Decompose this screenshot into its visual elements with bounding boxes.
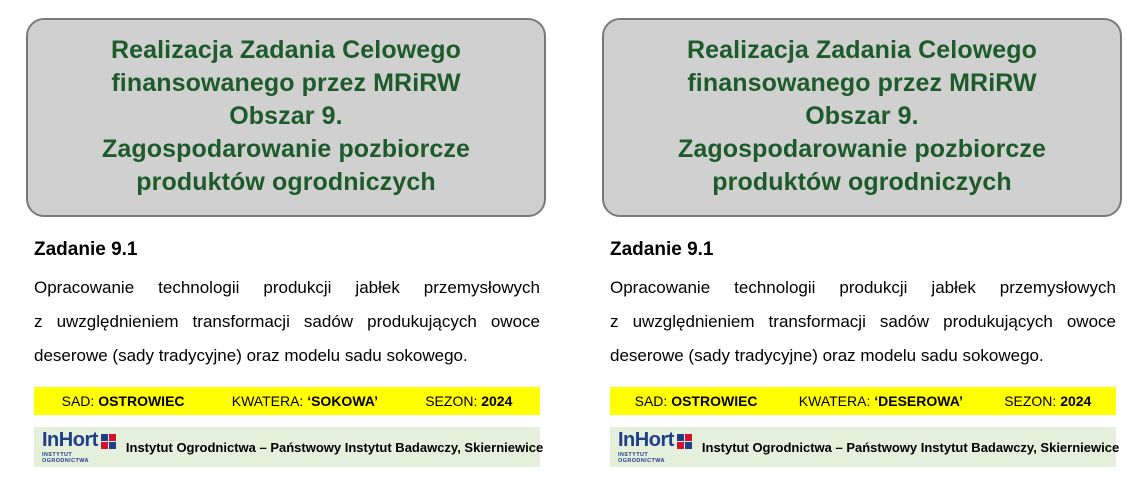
task-line: Opracowanie technologii produkcji jabłek przemysłowych bbox=[34, 278, 540, 297]
title-line: Realizacja Zadania Celowego bbox=[686, 36, 1038, 64]
logo-word-in: In bbox=[42, 429, 59, 451]
task-line: z uwzględnieniem transformacji sadów produkujących owoce bbox=[34, 312, 540, 331]
logo-word-in: In bbox=[618, 429, 635, 451]
title-line: Obszar 9. bbox=[229, 102, 343, 130]
logo-dots-icon bbox=[677, 434, 692, 449]
meta-item-sad bbox=[635, 393, 758, 409]
card-right bbox=[588, 0, 1136, 503]
logo-dot bbox=[685, 442, 692, 449]
logo-subtitle: INSTYTUT OGRODNICTWA bbox=[42, 452, 89, 464]
title-line: finansowanego przez MRiRW bbox=[111, 69, 461, 97]
footer-text-left: Instytut Ogrodnictwa – Państwowy Instytut Badawczy, Skierniewice bbox=[125, 439, 544, 455]
meta-item-sad bbox=[62, 393, 185, 409]
task-line: deserowe (sady tradycyjne) oraz modelu sadu sokowego. bbox=[34, 346, 468, 365]
task-heading-left: Zadanie 9.1 bbox=[34, 239, 138, 260]
meta-key: KWATERA: bbox=[798, 393, 871, 409]
meta-value: OSTROWIEC bbox=[671, 393, 758, 409]
meta-value: 2024 bbox=[481, 393, 513, 409]
title-line: Obszar 9. bbox=[805, 102, 919, 130]
logo-dot bbox=[101, 442, 108, 449]
task-body-left bbox=[34, 271, 540, 373]
footer-right bbox=[610, 427, 1120, 467]
title-line: Zagospodarowanie pozbiorcze bbox=[677, 135, 1047, 163]
meta-key: SEZON: bbox=[1004, 393, 1057, 409]
title-line: Zagospodarowanie pozbiorcze bbox=[101, 135, 471, 163]
meta-value: ‘DESEROWA’ bbox=[874, 393, 963, 409]
logo-row bbox=[42, 430, 116, 450]
meta-key: SEZON: bbox=[425, 393, 478, 409]
title-line: Realizacja Zadania Celowego bbox=[110, 36, 462, 64]
logo-row bbox=[618, 430, 692, 450]
task-line: deserowe (sady tradycyjne) oraz modelu sadu sokowego. bbox=[610, 346, 1044, 365]
logo-dot bbox=[109, 442, 116, 449]
meta-key: SAD: bbox=[61, 393, 95, 409]
title-line: produktów ogrodniczych bbox=[136, 168, 436, 196]
meta-item-sezon bbox=[425, 393, 512, 409]
title-box-left bbox=[26, 18, 546, 217]
meta-item-kwatera bbox=[799, 393, 963, 409]
logo-word-hort: Hort bbox=[634, 429, 674, 451]
meta-bar-right bbox=[610, 387, 1116, 415]
title-line: finansowanego przez MRiRW bbox=[687, 69, 1037, 97]
logo-word-hort: Hort bbox=[58, 429, 98, 451]
footer-text-right: Instytut Ogrodnictwa – Państwowy Instytut Badawczy, Skierniewice bbox=[701, 439, 1120, 455]
inhort-logo-icon bbox=[618, 430, 692, 464]
logo-dot bbox=[677, 442, 684, 449]
task-heading-right: Zadanie 9.1 bbox=[610, 239, 714, 260]
title-line: produktów ogrodniczych bbox=[712, 168, 1012, 196]
meta-value: ‘SOKOWA’ bbox=[307, 393, 378, 409]
logo-dots-icon bbox=[101, 434, 116, 449]
logo-dot bbox=[685, 434, 692, 441]
meta-value: OSTROWIEC bbox=[98, 393, 185, 409]
task-body-right bbox=[610, 271, 1116, 373]
card-left bbox=[12, 0, 560, 503]
logo-subtitle: INSTYTUT OGRODNICTWA bbox=[618, 452, 665, 464]
task-line: z uwzględnieniem transformacji sadów produkujących owoce bbox=[610, 312, 1116, 331]
title-box-right bbox=[602, 18, 1122, 217]
meta-value: 2024 bbox=[1060, 393, 1092, 409]
meta-bar-left bbox=[34, 387, 540, 415]
meta-key: SAD: bbox=[634, 393, 668, 409]
meta-key: KWATERA: bbox=[231, 393, 304, 409]
meta-item-kwatera bbox=[232, 393, 378, 409]
task-line: Opracowanie technologii produkcji jabłek przemysłowych bbox=[610, 278, 1116, 297]
footer-left bbox=[34, 427, 544, 467]
logo-dot bbox=[109, 434, 116, 441]
meta-item-sezon bbox=[1004, 393, 1091, 409]
inhort-logo-icon bbox=[42, 430, 116, 464]
logo-dot bbox=[677, 434, 684, 441]
logo-dot bbox=[101, 434, 108, 441]
